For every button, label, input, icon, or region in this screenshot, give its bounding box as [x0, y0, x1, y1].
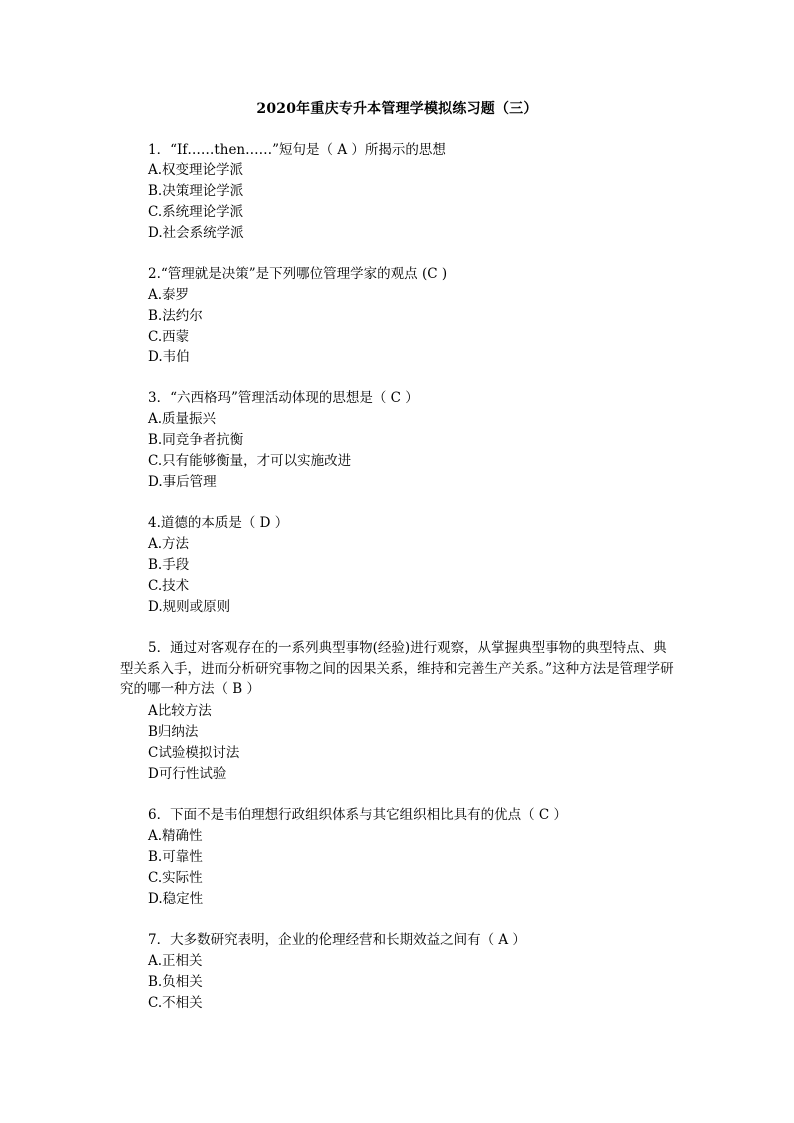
question-4-option-a: A.方法: [148, 536, 190, 552]
question-4-option-d: D.规则或原则: [148, 599, 231, 615]
question-6-option-d: D.稳定性: [148, 891, 204, 907]
question-3-option-a: A.质量振兴: [148, 411, 217, 427]
question-6-option-b: B.可靠性: [148, 849, 203, 865]
question-7-option-c: C.不相关: [148, 995, 203, 1011]
question-5-option-b: B归纳法: [148, 724, 199, 740]
question-7-option-b: B.负相关: [148, 974, 203, 990]
question-7-stem: 7．大多数研究表明，企业的伦理经营和长期效益之间有（ A ）: [148, 932, 526, 948]
question-3-option-b: B.同竞争者抗衡: [148, 432, 244, 448]
question-1-option-a: A.权变理论学派: [148, 162, 244, 178]
question-7-option-a: A.正相关: [148, 953, 203, 969]
question-6-option-c: C.实际性: [148, 870, 203, 886]
question-2-option-a: A.泰罗: [148, 287, 190, 303]
document-title: 2020年重庆专升本管理学模拟练习题（三）: [256, 101, 538, 117]
question-5-option-a: A比较方法: [148, 703, 212, 719]
question-5-option-d: D可行性试验: [148, 766, 227, 782]
question-2-option-c: C.西蒙: [148, 329, 190, 345]
question-1-option-d: D.社会系统学派: [148, 225, 244, 241]
question-4-stem: 4.道德的本质是（ D ）: [148, 515, 289, 531]
question-5-option-c: C试验模拟讨法: [148, 745, 240, 761]
question-1-option-c: C.系统理论学派: [148, 204, 244, 220]
question-4-option-c: C.技术: [148, 578, 190, 594]
question-2-stem: 2.“管理就是决策”是下列哪位管理学家的观点 (C ): [148, 266, 448, 282]
question-4-option-b: B.手段: [148, 557, 190, 573]
question-6-option-a: A.精确性: [148, 828, 203, 844]
question-6-stem: 6．下面不是韦伯理想行政组织体系与其它组织相比具有的优点（ C ）: [148, 807, 568, 823]
question-3-option-c: C.只有能够衡量，才可以实施改进: [148, 453, 352, 469]
question-3-stem: 3．“六西格玛”管理活动体现的思想是（ C ）: [148, 390, 419, 406]
question-2-option-b: B.法约尔: [148, 308, 203, 324]
question-3-option-d: D.事后管理: [148, 474, 217, 490]
question-2-option-d: D.韦伯: [148, 349, 190, 365]
question-5-stem: 5．通过对客观存在的一系列典型事物(经验)进行观察，从掌握典型事物的典型特点、典型关系入手，进而分析研究事物之间的因果关系，维持和完善生产关系。”这种方法是管理学研究的哪一种方法（ B ）: [120, 640, 674, 698]
question-1-option-b: B.决策理论学派: [148, 183, 244, 199]
question-1-stem: 1．“If……then……”短句是（ A ）所揭示的思想: [148, 142, 446, 158]
